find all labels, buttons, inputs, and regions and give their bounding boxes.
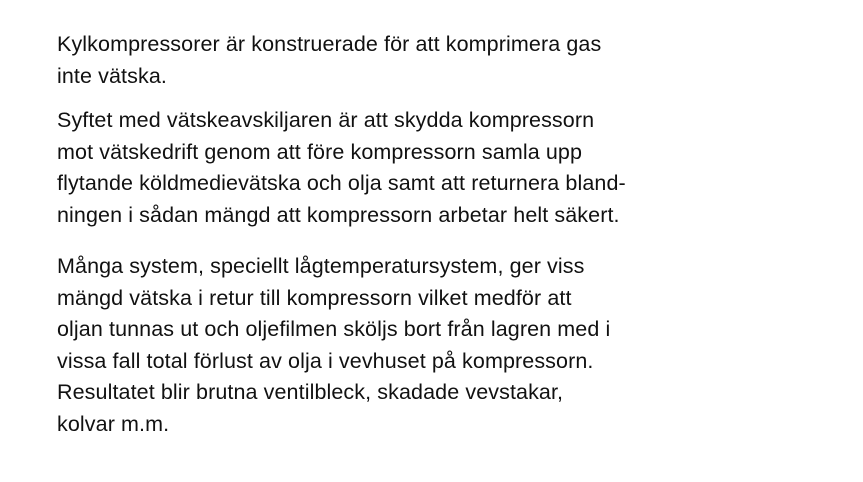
text-line: flytande köldmedievätska och olja samt att returnera bland-	[57, 171, 626, 195]
paragraph-consequences	[57, 251, 610, 440]
paragraph-intro	[57, 29, 601, 92]
text-line: mängd vätska i retur till kompressorn vilket medför att	[57, 285, 572, 310]
text-line: Kylkompressorer är konstruerade för att komprimera gas	[57, 32, 602, 56]
text-line: Syftet med vätskeavskiljaren är att skydda kompressorn	[57, 108, 595, 132]
text-line: oljan tunnas ut och oljefilmen sköljs bort från lagren med i	[57, 317, 611, 341]
text-line: Många system, speciellt lågtemperatursystem, ger viss	[57, 254, 585, 278]
paragraph-purpose	[57, 105, 626, 231]
text-line: inte vätska.	[57, 63, 167, 88]
text-line: Resultatet blir brutna ventilbleck, skadade vevstakar,	[57, 380, 564, 404]
text-line: kolvar m.m.	[57, 411, 170, 436]
text-line: ningen i sådan mängd att kompressorn arbetar helt säkert.	[57, 202, 620, 227]
text-line: mot vätskedrift genom att före kompressorn samla upp	[57, 139, 583, 164]
text-line: vissa fall total förlust av olja i vevhuset på kompressorn.	[57, 348, 594, 373]
